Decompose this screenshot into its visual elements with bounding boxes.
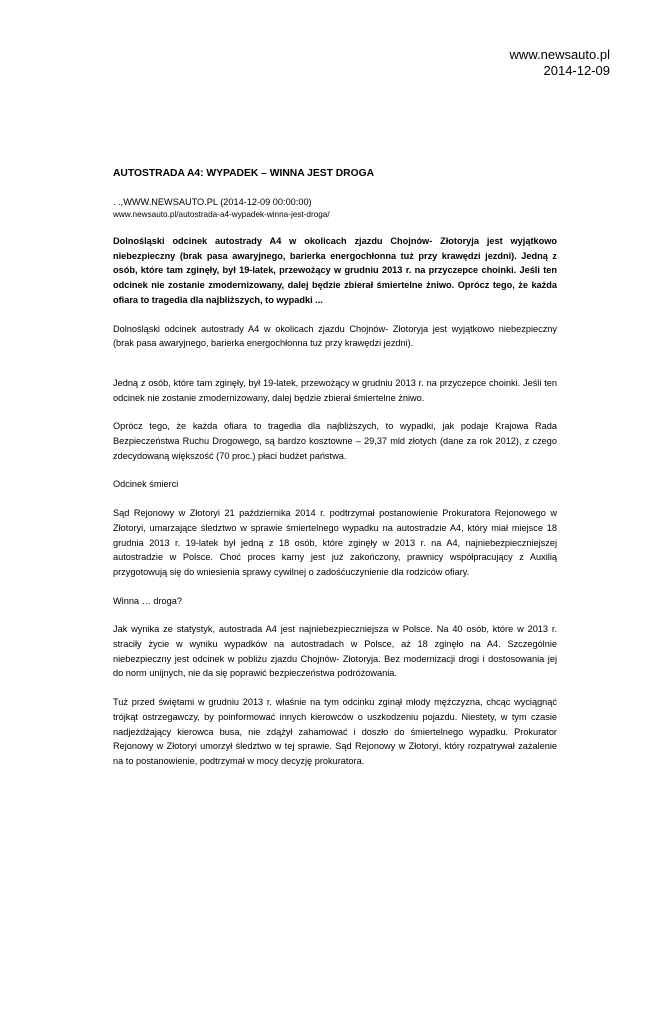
article-paragraph: Jak wynika ze statystyk, autostrada A4 jest najniebezpieczniejsza w Polsce. Na 40 osób, które w 2013 r. straciły życie w wyniku wypadków na autostradach w Polsce, aż 18 zginęło na A4. Szczególnie niebezpieczny jest odcinek w pobliżu zjazdu Chojnów- Złotoryja. Bez modernizacji drogi i dostosowania jej do norm unijnych, nie da się poprawić bezpieczeństwa podróżowania. bbox=[113, 624, 557, 679]
section-heading: Winna … droga? bbox=[113, 595, 182, 606]
article-title: AUTOSTRADA A4: WYPADEK – WINNA JEST DROGA bbox=[113, 168, 375, 179]
article-paragraph: Oprócz tego, że każda ofiara to tragedia dla najbliższych, to wypadki, jak podaje Krajowa Rada Bezpieczeństwa Ruchu Drogowego, są bardzo kosztowne – 29,37 mld złotych (dane za rok 2012), z czego zdecydowaną większość (70 proc.) płaci budżet państwa. bbox=[113, 421, 557, 461]
document-date: 2014-12-09 bbox=[543, 63, 610, 78]
article-paragraph: Dolnośląski odcinek autostrady A4 w okolicach zjazdu Chojnów- Złotoryja jest wyjątkowo niebezpieczny (brak pasa awaryjnego, barierka energochłonna tuż przy krawędzi jezdni). bbox=[113, 323, 557, 349]
article-paragraph: Sąd Rejonowy w Złotoryi 21 października 2014 r. podtrzymał postanowienie Prokuratora Rejonowego w Złotoryi, umarzające śledztwo w sprawie śmiertelnego wypadku na autostradzie A4, który miał miejsce 18 grudnia 2013 r. 19-latek był jedną z 18 osób, które zginęły w 2013 r. na A4, najniebezpieczniejszej autostradzie w Polsce. Choć proces karny jest już zakończony, prawnicy współpracujący z Auxilią przygotowują się do wniesienia sprawy cywilnej o zadośćuczynienie dla rodziców ofiary. bbox=[113, 508, 557, 577]
article-paragraph: Jedną z osób, które tam zginęły, był 19-latek, przewożący w grudniu 2013 r. na przyczepce choinki. Jeśli ten odcinek nie zostanie zmodernizowany, dalej będzie zbierał śmiertelne żniwo. bbox=[113, 377, 557, 403]
article-url: www.newsauto.pl/autostrada-a4-wypadek-winna-jest-droga/ bbox=[113, 210, 330, 219]
article-paragraph: Tuż przed świętami w grudniu 2013 r. właśnie na tym odcinku zginął młody mężczyzna, chcąc wyciągnąć trójkąt ostrzegawczy, by poinformować innych kierowców o uszkodzeniu pojazdu. Niestety, w tym czasie nadjeżdżający kierowca busa, nie zdążył zahamować i doszło do śmiertelnego wypadku. Prokurator Rejonowy w Złotoryi umorzył śledztwo w tej sprawie. Sąd Rejonowy w Złotoryi, który rozpatrywał zażalenie na to postanowienie, podtrzymał w mocy decyzję prokuratora. bbox=[113, 697, 557, 766]
article-source-line: . .,WWW.NEWSAUTO.PL (2014-12-09 00:00:00) bbox=[113, 197, 312, 207]
article-lead: Dolnośląski odcinek autostrady A4 w okolicach zjazdu Chojnów- Złotoryja jest wyjątkowo niebezpieczny (brak pasa awaryjnego, barierka energochłonna tuż przy krawędzi jezdni). Jedną z osób, które tam zginęły, był 19-latek, przewożący w grudniu 2013 r. na przyczepce choinki. Jeśli ten odcinek nie zostanie zmodernizowany, dalej będzie zbierał śmiertelne żniwo. Oprócz tego, że każda ofiara to tragedia dla najbliższych, to wypadki ... bbox=[113, 236, 557, 305]
site-name: www.newsauto.pl bbox=[509, 47, 610, 62]
section-heading: Odcinek śmierci bbox=[113, 479, 179, 490]
article bbox=[113, 166, 557, 783]
document-header bbox=[510, 47, 610, 79]
